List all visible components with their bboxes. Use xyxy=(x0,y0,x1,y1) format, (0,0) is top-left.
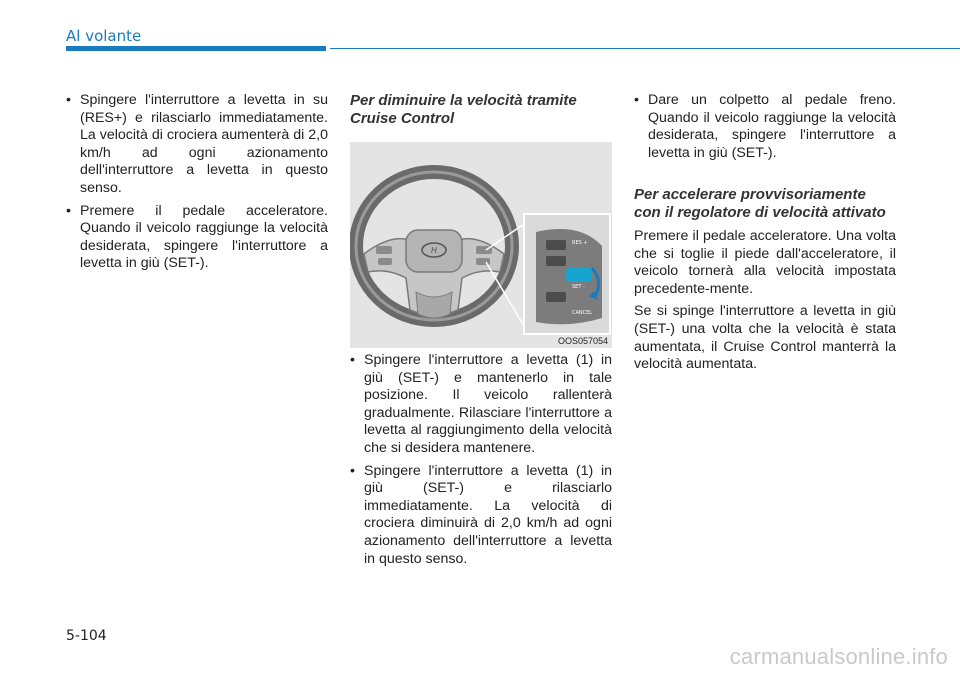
page-number: 5-104 xyxy=(66,628,107,644)
section-title-accelerate: Per accelerare provvisoriamente con il regolatore di velocità attivato xyxy=(634,186,886,221)
bullet-item: • Spingere l'interruttore a levetta in su (RES+) e rilasciarlo immediatamente. La velocità di crociera aumenterà di 2,0 km/h ad ogni azionamento dell'interruttore a levetta in questo senso. xyxy=(66,92,328,198)
steering-wheel-illustration xyxy=(350,142,612,348)
inset-label-res: RES + xyxy=(572,240,588,246)
header-rule-thick xyxy=(66,46,326,51)
bullet-list xyxy=(66,92,328,273)
body-paragraph: Se si spinge l'interruttore a levetta in giù (SET-) una volta che la velocità è stata aumentata, il Cruise Control manterrà la velocità aumentata. xyxy=(634,303,896,373)
body-paragraph: Premere il pedale acceleratore. Una volta che si toglie il piede dall'acceleratore, il veicolo tornerà alla velocità impostata precedente-mente. xyxy=(634,228,896,297)
bullet-item: • Spingere l'interruttore a levetta (1) in giù (SET-) e rilasciarlo immediatamente. La velocità di crociera diminuirà di 2,0 km/h ad ogni azionamento dell'interruttore a levetta in questo senso. xyxy=(350,463,612,569)
column-middle xyxy=(350,92,612,128)
bullet-item: • Dare un colpetto al pedale freno. Quando il veicolo raggiunge la velocità desiderata, spingere l'interruttore a levetta in giù (SET-). xyxy=(634,92,896,162)
section-title-decrease-speed: Per diminuire la velocità tramite Cruise Control xyxy=(350,92,577,127)
section-header-title: Al volante xyxy=(66,27,142,45)
bullet-list xyxy=(634,92,896,162)
column-right-section xyxy=(634,186,896,379)
inset-label-set: SET - xyxy=(572,284,585,290)
svg-text:H: H xyxy=(430,246,438,255)
inset-label-cancel: CANCEL xyxy=(572,310,593,316)
watermark: carmanualsonline.info xyxy=(729,644,948,669)
column-middle-bullets xyxy=(350,352,612,573)
column-right xyxy=(634,92,896,167)
bullet-item: • Premere il pedale acceleratore. Quando il veicolo raggiunge la velocità desiderata, spingere l'interruttore a levetta in giù (SET-). xyxy=(66,203,328,273)
steering-wheel-figure xyxy=(350,142,612,348)
bullet-list xyxy=(350,352,612,568)
bullet-item: • Spingere l'interruttore a levetta (1) in giù (SET-) e mantenerlo in tale posizione. Il veicolo rallenterà gradualmente. Rilasciare l'interruttore a levetta al raggiungimento della velocità che si desidera mantenere. xyxy=(350,352,612,458)
figure-code: OOS057054 xyxy=(557,336,608,346)
column-left xyxy=(66,92,328,278)
header-rule-thin xyxy=(330,48,960,49)
